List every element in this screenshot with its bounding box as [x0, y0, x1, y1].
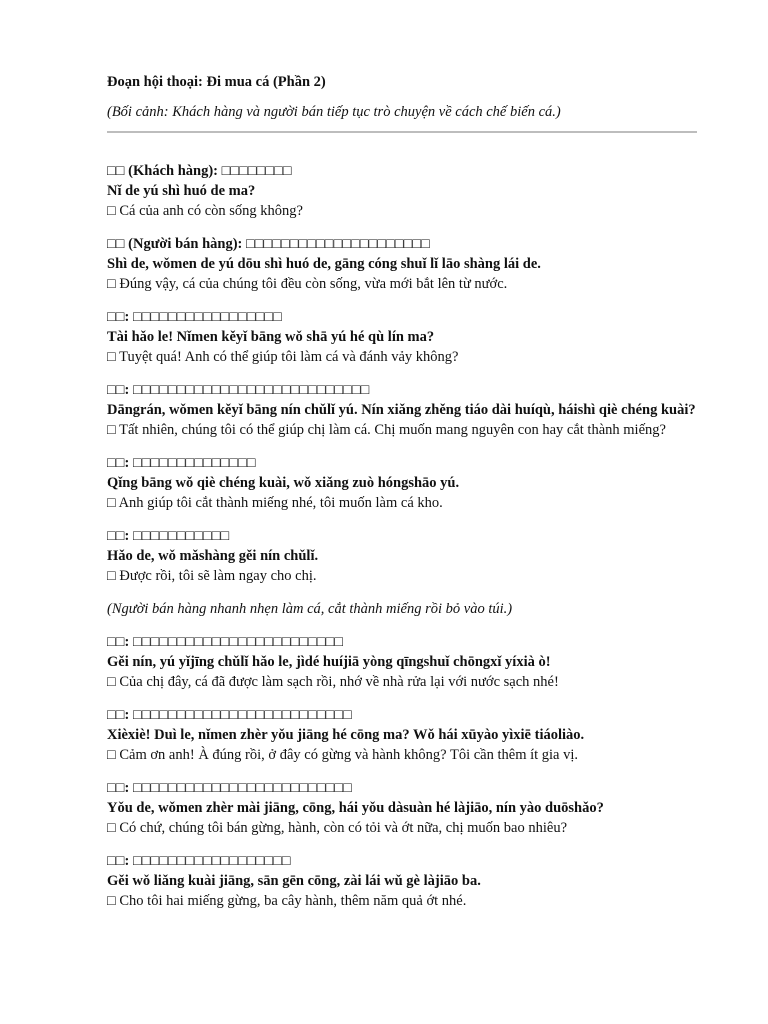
pinyin-line: Shì de, wǒmen de yú dōu shì huó de, gāng cóng shuǐ lǐ lāo shàng lái de.	[107, 256, 541, 272]
translation-line: □ Được rồi, tôi sẽ làm ngay cho chị.	[107, 568, 317, 584]
pinyin-line: Yǒu de, wǒmen zhèr mài jiāng, cōng, hái yǒu dàsuàn hé làjiāo, nín yào duōshǎo?	[107, 800, 604, 816]
divider	[107, 131, 697, 133]
context-note: (Bối cảnh: Khách hàng và người bán tiếp tục trò chuyện về cách chế biến cá.)	[107, 104, 561, 120]
dialogue-turn	[107, 380, 696, 440]
pinyin-line: Qǐng bāng wǒ qiè chéng kuài, wǒ xiǎng zuò hóngshāo yú.	[107, 475, 460, 491]
pinyin-line: Gěi wǒ liǎng kuài jiāng, sān gēn cōng, zài lái wǔ gè làjiāo ba.	[107, 873, 481, 889]
dialogue-turn	[107, 851, 696, 911]
translation-line: □ Của chị đây, cá đã được làm sạch rồi, nhớ về nhà rửa lại với nước sạch nhé!	[107, 674, 559, 690]
speaker-line: □□: □□□□□□□□□□□□□□□□□□	[107, 853, 291, 869]
pinyin-line: Dāngrán, wǒmen kěyǐ bāng nín chǔlǐ yú. Nín xiǎng zhěng tiáo dài huíqù, háishì qiè chéng kuài?	[107, 402, 696, 418]
dialogue	[107, 161, 696, 911]
pinyin-line: Gěi nín, yú yǐjīng chǔlǐ hǎo le, jìdé huíjiā yòng qīngshuǐ chōngxǐ yíxià ò!	[107, 654, 551, 670]
speaker-line: □□: □□□□□□□□□□□□□□	[107, 455, 256, 471]
dialogue-turn	[107, 705, 696, 765]
dialogue-turn	[107, 526, 696, 586]
speaker-line: □□: □□□□□□□□□□□	[107, 528, 230, 544]
dialogue-turn	[107, 161, 696, 221]
document-title: Đoạn hội thoại: Đi mua cá (Phần 2)	[107, 74, 326, 90]
translation-line: □ Cá của anh có còn sống không?	[107, 203, 303, 219]
dialogue-turn	[107, 632, 696, 692]
speaker-line: □□: □□□□□□□□□□□□□□□□□□□□□□□□□	[107, 780, 352, 796]
speaker-line: □□ (Người bán hàng): □□□□□□□□□□□□□□□□□□□□□	[107, 236, 430, 252]
translation-line: □ Cho tôi hai miếng gừng, ba cây hành, thêm năm quả ớt nhé.	[107, 893, 467, 909]
speaker-line: □□: □□□□□□□□□□□□□□□□□□□□□□□□	[107, 634, 344, 650]
translation-line: □ Anh giúp tôi cắt thành miếng nhé, tôi muốn làm cá kho.	[107, 495, 443, 511]
translation-line: □ Tuyệt quá! Anh có thể giúp tôi làm cá và đánh vảy không?	[107, 349, 459, 365]
speaker-line: □□: □□□□□□□□□□□□□□□□□	[107, 309, 282, 325]
pinyin-line: Hǎo de, wǒ mǎshàng gěi nín chǔlǐ.	[107, 548, 319, 564]
dialogue-turn	[107, 307, 696, 367]
pinyin-line: Xièxiè! Duì le, nǐmen zhèr yǒu jiāng hé cōng ma? Wǒ hái xūyào yìxiē tiáoliào.	[107, 727, 585, 743]
pinyin-line: Nǐ de yú shì huó de ma?	[107, 183, 256, 199]
dialogue-turn	[107, 234, 696, 294]
dialogue-turn	[107, 778, 696, 838]
dialogue-turn	[107, 453, 696, 513]
speaker-line: □□ (Khách hàng): □□□□□□□□	[107, 163, 292, 179]
translation-line: □ Đúng vậy, cá của chúng tôi đều còn sống, vừa mới bắt lên từ nước.	[107, 276, 508, 292]
speaker-line: □□: □□□□□□□□□□□□□□□□□□□□□□□□□□□	[107, 382, 370, 398]
translation-line: □ Tất nhiên, chúng tôi có thể giúp chị làm cá. Chị muốn mang nguyên con hay cắt thành miếng?	[107, 422, 666, 438]
stage-direction: (Người bán hàng nhanh nhẹn làm cá, cắt thành miếng rồi bỏ vào túi.)	[107, 601, 513, 617]
translation-line: □ Cảm ơn anh! À đúng rồi, ở đây có gừng và hành không? Tôi cần thêm ít gia vị.	[107, 747, 579, 763]
translation-line: □ Có chứ, chúng tôi bán gừng, hành, còn có tỏi và ớt nữa, chị muốn bao nhiêu?	[107, 820, 568, 836]
speaker-line: □□: □□□□□□□□□□□□□□□□□□□□□□□□□	[107, 707, 352, 723]
pinyin-line: Tài hǎo le! Nǐmen kěyǐ bāng wǒ shā yú hé qù lín ma?	[107, 329, 435, 345]
